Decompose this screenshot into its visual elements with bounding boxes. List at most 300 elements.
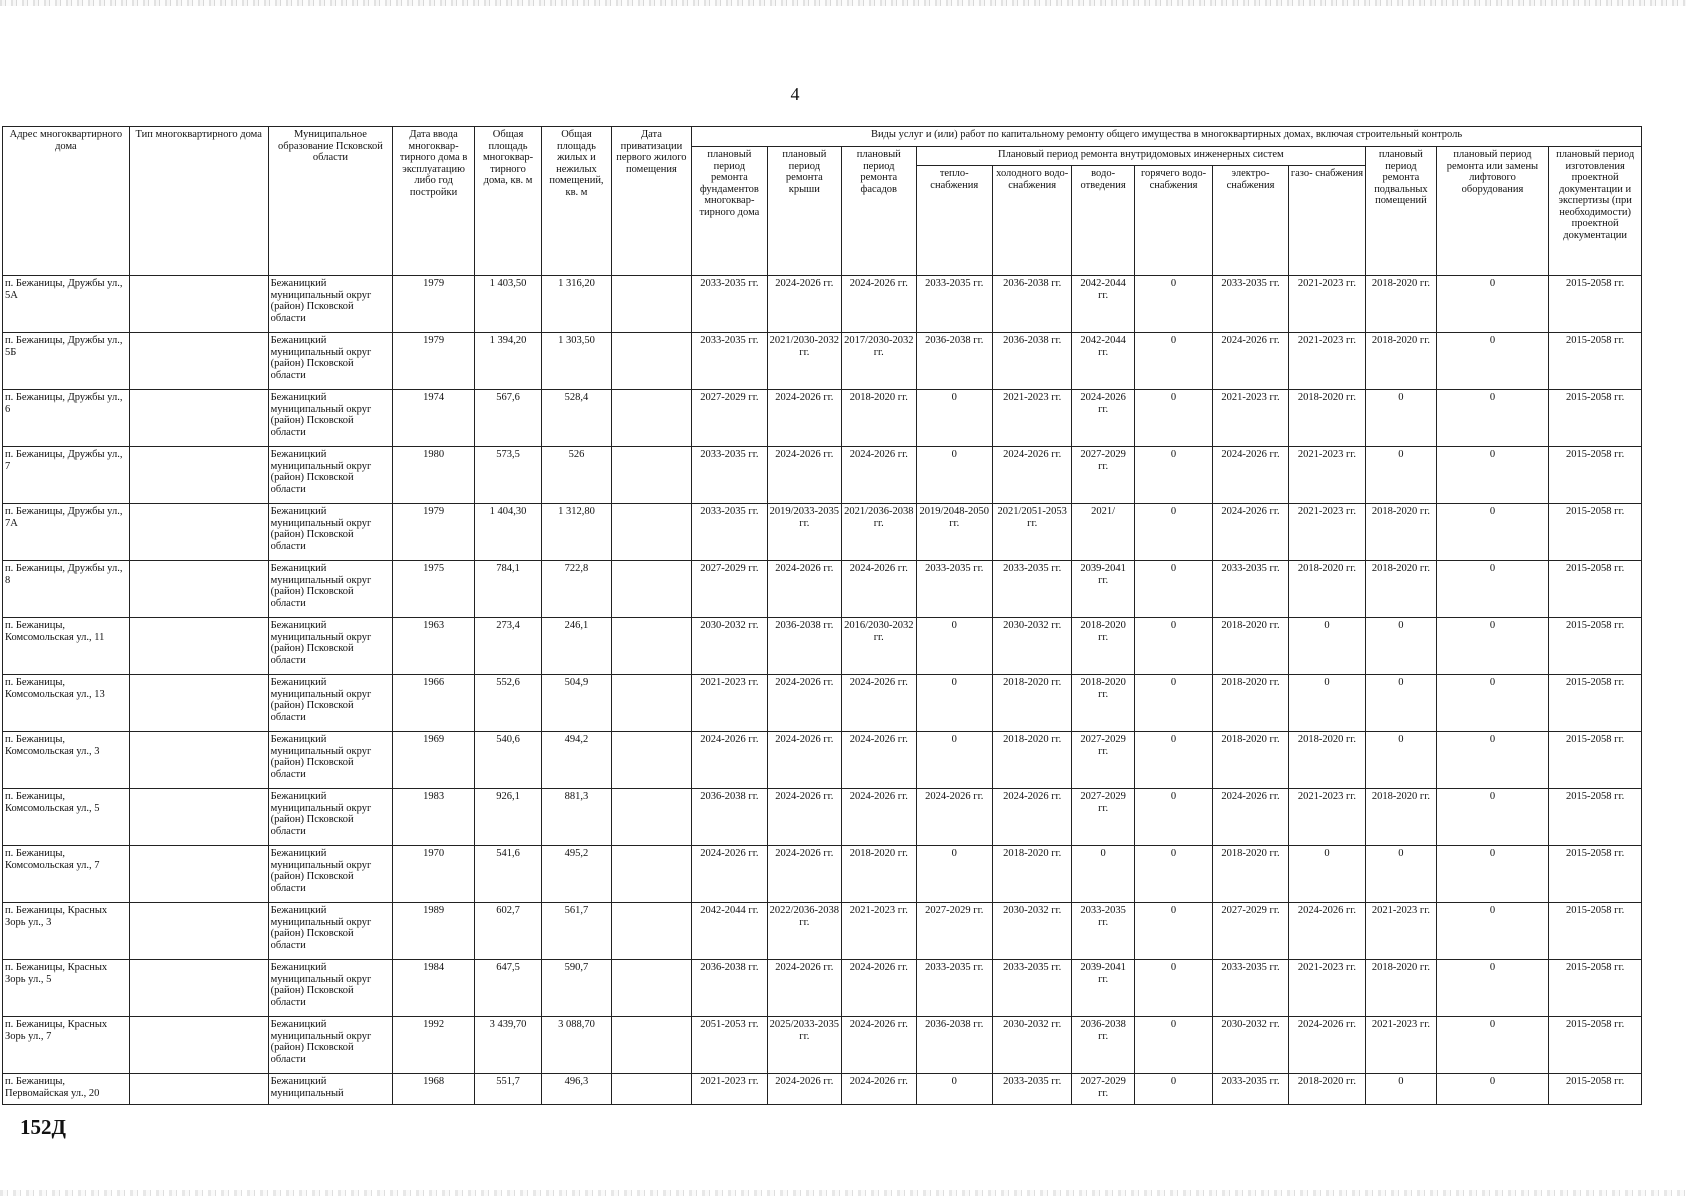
- cell-roof: 2024-2026 гг.: [767, 1074, 841, 1105]
- cell-living-area: 1 312,80: [542, 504, 611, 561]
- cell-cold-water: 2030-2032 гг.: [992, 903, 1071, 960]
- header-foundation: плановый период ремонта фундаментов многоквар- тирного дома: [692, 147, 767, 276]
- cell-design: 2015-2058 гг.: [1549, 732, 1642, 789]
- header-sewer: водо- отведения: [1072, 166, 1134, 276]
- cell-year: 1979: [393, 333, 474, 390]
- table-row: [3, 846, 1642, 903]
- cell-total-area: 567,6: [474, 390, 541, 447]
- cell-cold-water: 2033-2035 гг.: [992, 561, 1071, 618]
- cell-foundation: 2021-2023 гг.: [692, 1074, 767, 1105]
- cell-address: п. Бежаницы, Дружбы ул., 8: [3, 561, 130, 618]
- cell-elevator: 0: [1436, 960, 1549, 1017]
- cell-hot-water: 0: [1134, 333, 1212, 390]
- cell-electric: 2018-2020 гг.: [1213, 846, 1288, 903]
- cell-address: п. Бежаницы, Красных Зорь ул., 7: [3, 1017, 130, 1074]
- cell-type: [129, 333, 268, 390]
- cell-municipality: Бежаницкий муниципальный округ (район) Псковской области: [268, 276, 393, 333]
- header-heat: тепло- снабжения: [916, 166, 992, 276]
- cell-municipality: Бежаницкий муниципальный округ (район) Псковской области: [268, 789, 393, 846]
- table-row: [3, 732, 1642, 789]
- cell-privatization: [611, 276, 691, 333]
- cell-cold-water: 2024-2026 гг.: [992, 447, 1071, 504]
- cell-electric: 2033-2035 гг.: [1213, 561, 1288, 618]
- cell-cold-water: 2018-2020 гг.: [992, 732, 1071, 789]
- cell-electric: 2018-2020 гг.: [1213, 675, 1288, 732]
- cell-hot-water: 0: [1134, 846, 1212, 903]
- cell-privatization: [611, 618, 691, 675]
- cell-address: п. Бежаницы, Дружбы ул., 7: [3, 447, 130, 504]
- cell-living-area: 3 088,70: [542, 1017, 611, 1074]
- cell-design: 2015-2058 гг.: [1549, 447, 1642, 504]
- cell-sewer: 2024-2026 гг.: [1072, 390, 1134, 447]
- cell-municipality: Бежаницкий муниципальный округ (район) Псковской области: [268, 333, 393, 390]
- cell-elevator: 0: [1436, 276, 1549, 333]
- cell-electric: 2033-2035 гг.: [1213, 960, 1288, 1017]
- cell-address: п. Бежаницы, Красных Зорь ул., 5: [3, 960, 130, 1017]
- cell-gas: 2021-2023 гг.: [1288, 960, 1365, 1017]
- cell-type: [129, 675, 268, 732]
- cell-address: п. Бежаницы, Дружбы ул., 5А: [3, 276, 130, 333]
- cell-elevator: 0: [1436, 732, 1549, 789]
- cell-facade: 2024-2026 гг.: [842, 675, 916, 732]
- cell-roof: 2024-2026 гг.: [767, 789, 841, 846]
- header-elevator: плановый период ремонта или замены лифтового оборудования: [1436, 147, 1549, 276]
- cell-foundation: 2033-2035 гг.: [692, 333, 767, 390]
- cell-design: 2015-2058 гг.: [1549, 504, 1642, 561]
- cell-gas: 2024-2026 гг.: [1288, 1017, 1365, 1074]
- cell-basement: 0: [1366, 675, 1436, 732]
- cell-facade: 2024-2026 гг.: [842, 276, 916, 333]
- cell-basement: 0: [1366, 732, 1436, 789]
- cell-cold-water: 2021/2051-2053 гг.: [992, 504, 1071, 561]
- cell-heat: 2036-2038 гг.: [916, 1017, 992, 1074]
- header-living-area: Общая площадь жилых и нежилых помещений, кв. м: [542, 127, 611, 276]
- cell-municipality: Бежаницкий муниципальный округ (район) Псковской области: [268, 903, 393, 960]
- cell-facade: 2024-2026 гг.: [842, 789, 916, 846]
- cell-electric: 2018-2020 гг.: [1213, 618, 1288, 675]
- cell-municipality: Бежаницкий муниципальный: [268, 1074, 393, 1105]
- cell-heat: 2027-2029 гг.: [916, 903, 992, 960]
- cell-gas: 2021-2023 гг.: [1288, 333, 1365, 390]
- cell-privatization: [611, 561, 691, 618]
- cell-cold-water: 2033-2035 гг.: [992, 1074, 1071, 1105]
- cell-address: п. Бежаницы, Комсомольская ул., 3: [3, 732, 130, 789]
- cell-hot-water: 0: [1134, 276, 1212, 333]
- cell-gas: 2018-2020 гг.: [1288, 561, 1365, 618]
- cell-basement: 2021-2023 гг.: [1366, 1017, 1436, 1074]
- cell-foundation: 2036-2038 гг.: [692, 960, 767, 1017]
- cell-living-area: 496,3: [542, 1074, 611, 1105]
- cell-facade: 2024-2026 гг.: [842, 561, 916, 618]
- cell-total-area: 1 404,30: [474, 504, 541, 561]
- cell-privatization: [611, 960, 691, 1017]
- cell-living-area: 590,7: [542, 960, 611, 1017]
- cell-design: 2015-2058 гг.: [1549, 333, 1642, 390]
- cell-facade: 2021/2036-2038 гг.: [842, 504, 916, 561]
- cell-privatization: [611, 390, 691, 447]
- cell-heat: 0: [916, 618, 992, 675]
- cell-privatization: [611, 504, 691, 561]
- table-row: [3, 1074, 1642, 1105]
- cell-privatization: [611, 1017, 691, 1074]
- cell-year: 1992: [393, 1017, 474, 1074]
- cell-hot-water: 0: [1134, 447, 1212, 504]
- cell-total-area: 573,5: [474, 447, 541, 504]
- cell-type: [129, 903, 268, 960]
- cell-address: п. Бежаницы, Красных Зорь ул., 3: [3, 903, 130, 960]
- scan-edge-top: [0, 0, 1686, 6]
- cell-hot-water: 0: [1134, 789, 1212, 846]
- cell-living-area: 494,2: [542, 732, 611, 789]
- cell-design: 2015-2058 гг.: [1549, 846, 1642, 903]
- cell-type: [129, 1017, 268, 1074]
- cell-foundation: 2027-2029 гг.: [692, 561, 767, 618]
- table-row: [3, 675, 1642, 732]
- cell-elevator: 0: [1436, 903, 1549, 960]
- cell-roof: 2024-2026 гг.: [767, 561, 841, 618]
- table-row: [3, 903, 1642, 960]
- header-design: плановый период изготовления проектной документации и экспертизы (при необходимости) проектной документации: [1549, 147, 1642, 276]
- header-hot-water: горячего водо- снабжения: [1134, 166, 1212, 276]
- cell-municipality: Бежаницкий муниципальный округ (район) Псковской области: [268, 618, 393, 675]
- table-row: [3, 561, 1642, 618]
- cell-sewer: 2018-2020 гг.: [1072, 675, 1134, 732]
- cell-foundation: 2051-2053 гг.: [692, 1017, 767, 1074]
- cell-address: п. Бежаницы, Дружбы ул., 6: [3, 390, 130, 447]
- cell-basement: 0: [1366, 447, 1436, 504]
- table-row: [3, 504, 1642, 561]
- cell-living-area: 504,9: [542, 675, 611, 732]
- cell-design: 2015-2058 гг.: [1549, 1074, 1642, 1105]
- cell-gas: 2021-2023 гг.: [1288, 447, 1365, 504]
- cell-municipality: Бежаницкий муниципальный округ (район) Псковской области: [268, 390, 393, 447]
- cell-municipality: Бежаницкий муниципальный округ (район) Псковской области: [268, 675, 393, 732]
- cell-type: [129, 390, 268, 447]
- cell-facade: 2018-2020 гг.: [842, 390, 916, 447]
- cell-elevator: 0: [1436, 789, 1549, 846]
- cell-gas: 0: [1288, 846, 1365, 903]
- cell-heat: 2024-2026 гг.: [916, 789, 992, 846]
- cell-design: 2015-2058 гг.: [1549, 276, 1642, 333]
- cell-total-area: 551,7: [474, 1074, 541, 1105]
- cell-electric: 2027-2029 гг.: [1213, 903, 1288, 960]
- cell-basement: 0: [1366, 1074, 1436, 1105]
- cell-electric: 2018-2020 гг.: [1213, 732, 1288, 789]
- cell-heat: 0: [916, 1074, 992, 1105]
- cell-basement: 2018-2020 гг.: [1366, 960, 1436, 1017]
- cell-elevator: 0: [1436, 846, 1549, 903]
- cell-year: 1980: [393, 447, 474, 504]
- cell-electric: 2021-2023 гг.: [1213, 390, 1288, 447]
- header-type: Тип многоквартирного дома: [129, 127, 268, 276]
- cell-foundation: 2033-2035 гг.: [692, 504, 767, 561]
- cell-foundation: 2027-2029 гг.: [692, 390, 767, 447]
- cell-facade: 2024-2026 гг.: [842, 960, 916, 1017]
- cell-foundation: 2033-2035 гг.: [692, 276, 767, 333]
- cell-living-area: 246,1: [542, 618, 611, 675]
- cell-facade: 2018-2020 гг.: [842, 846, 916, 903]
- cell-cold-water: 2030-2032 гг.: [992, 1017, 1071, 1074]
- cell-year: 1989: [393, 903, 474, 960]
- cell-privatization: [611, 732, 691, 789]
- header-privatization: Дата приватизации первого жилого помещения: [611, 127, 691, 276]
- table-body: [3, 276, 1642, 1105]
- cell-total-area: 926,1: [474, 789, 541, 846]
- cell-cold-water: 2033-2035 гг.: [992, 960, 1071, 1017]
- cell-facade: 2016/2030-2032 гг.: [842, 618, 916, 675]
- cell-total-area: 647,5: [474, 960, 541, 1017]
- cell-type: [129, 846, 268, 903]
- cell-type: [129, 504, 268, 561]
- document-code: 152Д: [20, 1115, 66, 1139]
- cell-year: 1984: [393, 960, 474, 1017]
- cell-total-area: 784,1: [474, 561, 541, 618]
- cell-type: [129, 618, 268, 675]
- cell-heat: 0: [916, 447, 992, 504]
- cell-cold-water: 2021-2023 гг.: [992, 390, 1071, 447]
- table-row: [3, 276, 1642, 333]
- cell-design: 2015-2058 гг.: [1549, 1017, 1642, 1074]
- cell-elevator: 0: [1436, 390, 1549, 447]
- cell-heat: 2036-2038 гг.: [916, 333, 992, 390]
- cell-living-area: 1 316,20: [542, 276, 611, 333]
- cell-heat: 0: [916, 732, 992, 789]
- header-cold-water: холодного водо- снабжения: [992, 166, 1071, 276]
- table-row: [3, 390, 1642, 447]
- cell-sewer: 2036-2038 гг.: [1072, 1017, 1134, 1074]
- cell-foundation: 2024-2026 гг.: [692, 846, 767, 903]
- cell-living-area: 495,2: [542, 846, 611, 903]
- cell-heat: 0: [916, 675, 992, 732]
- cell-address: п. Бежаницы, Комсомольская ул., 5: [3, 789, 130, 846]
- cell-address: п. Бежаницы, Комсомольская ул., 11: [3, 618, 130, 675]
- cell-foundation: 2033-2035 гг.: [692, 447, 767, 504]
- cell-municipality: Бежаницкий муниципальный округ (район) Псковской области: [268, 561, 393, 618]
- cell-year: 1979: [393, 276, 474, 333]
- cell-cold-water: 2018-2020 гг.: [992, 846, 1071, 903]
- cell-elevator: 0: [1436, 1017, 1549, 1074]
- cell-electric: 2030-2032 гг.: [1213, 1017, 1288, 1074]
- cell-year: 1975: [393, 561, 474, 618]
- table-row: [3, 789, 1642, 846]
- cell-basement: 2018-2020 гг.: [1366, 504, 1436, 561]
- cell-hot-water: 0: [1134, 1074, 1212, 1105]
- cell-cold-water: 2018-2020 гг.: [992, 675, 1071, 732]
- cell-address: п. Бежаницы, Дружбы ул., 7А: [3, 504, 130, 561]
- cell-privatization: [611, 846, 691, 903]
- cell-basement: 2018-2020 гг.: [1366, 789, 1436, 846]
- cell-privatization: [611, 903, 691, 960]
- cell-year: 1983: [393, 789, 474, 846]
- cell-hot-water: 0: [1134, 1017, 1212, 1074]
- cell-type: [129, 447, 268, 504]
- cell-design: 2015-2058 гг.: [1549, 618, 1642, 675]
- cell-hot-water: 0: [1134, 618, 1212, 675]
- cell-sewer: 2027-2029 гг.: [1072, 1074, 1134, 1105]
- cell-basement: 2018-2020 гг.: [1366, 333, 1436, 390]
- cell-sewer: 2039-2041 гг.: [1072, 960, 1134, 1017]
- cell-electric: 2024-2026 гг.: [1213, 504, 1288, 561]
- cell-total-area: 273,4: [474, 618, 541, 675]
- cell-sewer: 2033-2035 гг.: [1072, 903, 1134, 960]
- cell-total-area: 602,7: [474, 903, 541, 960]
- cell-municipality: Бежаницкий муниципальный округ (район) Псковской области: [268, 960, 393, 1017]
- cell-elevator: 0: [1436, 618, 1549, 675]
- cell-sewer: 2042-2044 гг.: [1072, 333, 1134, 390]
- cell-hot-water: 0: [1134, 675, 1212, 732]
- cell-roof: 2021/2030-2032 гг.: [767, 333, 841, 390]
- header-basement: плановый период ремонта подвальных помещений: [1366, 147, 1436, 276]
- cell-sewer: 2027-2029 гг.: [1072, 732, 1134, 789]
- cell-year: 1974: [393, 390, 474, 447]
- cell-facade: 2024-2026 гг.: [842, 1017, 916, 1074]
- cell-elevator: 0: [1436, 1074, 1549, 1105]
- cell-sewer: 0: [1072, 846, 1134, 903]
- cell-roof: 2024-2026 гг.: [767, 675, 841, 732]
- cell-municipality: Бежаницкий муниципальный округ (район) Псковской области: [268, 1017, 393, 1074]
- cell-elevator: 0: [1436, 675, 1549, 732]
- cell-roof: 2024-2026 гг.: [767, 732, 841, 789]
- cell-sewer: 2027-2029 гг.: [1072, 447, 1134, 504]
- cell-living-area: 881,3: [542, 789, 611, 846]
- header-electric: электро- снабжения: [1213, 166, 1288, 276]
- cell-type: [129, 561, 268, 618]
- cell-municipality: Бежаницкий муниципальный округ (район) Псковской области: [268, 504, 393, 561]
- cell-gas: 0: [1288, 618, 1365, 675]
- cell-gas: 2024-2026 гг.: [1288, 903, 1365, 960]
- cell-sewer: 2039-2041 гг.: [1072, 561, 1134, 618]
- cell-living-area: 526: [542, 447, 611, 504]
- cell-total-area: 540,6: [474, 732, 541, 789]
- cell-cold-water: 2030-2032 гг.: [992, 618, 1071, 675]
- header-address: Адрес многоквартирного дома: [3, 127, 130, 276]
- cell-hot-water: 0: [1134, 732, 1212, 789]
- cell-gas: 2021-2023 гг.: [1288, 276, 1365, 333]
- cell-facade: 2021-2023 гг.: [842, 903, 916, 960]
- cell-year: 1970: [393, 846, 474, 903]
- cell-electric: 2024-2026 гг.: [1213, 447, 1288, 504]
- cell-gas: 2018-2020 гг.: [1288, 390, 1365, 447]
- cell-design: 2015-2058 гг.: [1549, 903, 1642, 960]
- cell-electric: 2024-2026 гг.: [1213, 333, 1288, 390]
- cell-cold-water: 2036-2038 гг.: [992, 333, 1071, 390]
- cell-type: [129, 276, 268, 333]
- cell-facade: 2024-2026 гг.: [842, 1074, 916, 1105]
- cell-sewer: 2018-2020 гг.: [1072, 618, 1134, 675]
- cell-foundation: 2042-2044 гг.: [692, 903, 767, 960]
- cell-gas: 2021-2023 гг.: [1288, 504, 1365, 561]
- cell-hot-water: 0: [1134, 561, 1212, 618]
- cell-elevator: 0: [1436, 333, 1549, 390]
- cell-elevator: 0: [1436, 561, 1549, 618]
- header-roof: плановый период ремонта крыши: [767, 147, 841, 276]
- cell-year: 1969: [393, 732, 474, 789]
- cell-roof: 2024-2026 гг.: [767, 390, 841, 447]
- cell-type: [129, 960, 268, 1017]
- cell-hot-water: 0: [1134, 504, 1212, 561]
- cell-electric: 2033-2035 гг.: [1213, 1074, 1288, 1105]
- cell-basement: 2018-2020 гг.: [1366, 561, 1436, 618]
- cell-roof: 2024-2026 гг.: [767, 447, 841, 504]
- table-row: [3, 960, 1642, 1017]
- cell-total-area: 1 394,20: [474, 333, 541, 390]
- header-systems-group: Плановый период ремонта внутридомовых инженерных систем: [916, 147, 1366, 166]
- header-works-group: Виды услуг и (или) работ по капитальному ремонту общего имущества в многоквартирных домах, включая строительный контроль: [692, 127, 1642, 147]
- cell-type: [129, 732, 268, 789]
- cell-hot-water: 0: [1134, 903, 1212, 960]
- cell-heat: 2019/2048-2050 гг.: [916, 504, 992, 561]
- cell-privatization: [611, 447, 691, 504]
- cell-design: 2015-2058 гг.: [1549, 561, 1642, 618]
- table-row: [3, 1017, 1642, 1074]
- cell-year: 1963: [393, 618, 474, 675]
- cell-total-area: 552,6: [474, 675, 541, 732]
- cell-cold-water: 2024-2026 гг.: [992, 789, 1071, 846]
- cell-year: 1966: [393, 675, 474, 732]
- cell-roof: 2024-2026 гг.: [767, 960, 841, 1017]
- cell-sewer: 2021/: [1072, 504, 1134, 561]
- cell-design: 2015-2058 гг.: [1549, 390, 1642, 447]
- cell-roof: 2019/2033-2035 гг.: [767, 504, 841, 561]
- cell-privatization: [611, 789, 691, 846]
- cell-hot-water: 0: [1134, 960, 1212, 1017]
- table-row: [3, 333, 1642, 390]
- cell-roof: 2024-2026 гг.: [767, 276, 841, 333]
- cell-type: [129, 789, 268, 846]
- cell-foundation: 2036-2038 гг.: [692, 789, 767, 846]
- cell-heat: 2033-2035 гг.: [916, 561, 992, 618]
- cell-facade: 2017/2030-2032 гг.: [842, 333, 916, 390]
- cell-basement: 0: [1366, 846, 1436, 903]
- cell-elevator: 0: [1436, 447, 1549, 504]
- table-header: [3, 127, 1642, 276]
- cell-roof: 2022/2036-2038 гг.: [767, 903, 841, 960]
- cell-foundation: 2021-2023 гг.: [692, 675, 767, 732]
- table-row: [3, 618, 1642, 675]
- cell-living-area: 561,7: [542, 903, 611, 960]
- cell-heat: 2033-2035 гг.: [916, 960, 992, 1017]
- cell-design: 2015-2058 гг.: [1549, 960, 1642, 1017]
- cell-elevator: 0: [1436, 504, 1549, 561]
- page-number: 4: [790, 84, 800, 104]
- cell-facade: 2024-2026 гг.: [842, 447, 916, 504]
- cell-gas: 2018-2020 гг.: [1288, 1074, 1365, 1105]
- header-facade: плановый период ремонта фасадов: [842, 147, 916, 276]
- cell-roof: 2036-2038 гг.: [767, 618, 841, 675]
- cell-foundation: 2030-2032 гг.: [692, 618, 767, 675]
- cell-address: п. Бежаницы, Комсомольская ул., 13: [3, 675, 130, 732]
- scan-edge-bottom: [0, 1190, 1686, 1196]
- cell-year: 1979: [393, 504, 474, 561]
- cell-sewer: 2042-2044 гг.: [1072, 276, 1134, 333]
- cell-municipality: Бежаницкий муниципальный округ (район) Псковской области: [268, 846, 393, 903]
- cell-basement: 2021-2023 гг.: [1366, 903, 1436, 960]
- cell-heat: 2033-2035 гг.: [916, 276, 992, 333]
- cell-living-area: 1 303,50: [542, 333, 611, 390]
- cell-total-area: 1 403,50: [474, 276, 541, 333]
- cell-basement: 2018-2020 гг.: [1366, 276, 1436, 333]
- header-commissioning: Дата ввода многоквар- тирного дома в эксплуатацию либо год постройки: [393, 127, 474, 276]
- cell-design: 2015-2058 гг.: [1549, 675, 1642, 732]
- cell-foundation: 2024-2026 гг.: [692, 732, 767, 789]
- cell-privatization: [611, 1074, 691, 1105]
- cell-gas: 2018-2020 гг.: [1288, 732, 1365, 789]
- cell-heat: 0: [916, 846, 992, 903]
- cell-roof: 2025/2033-2035 гг.: [767, 1017, 841, 1074]
- cell-type: [129, 1074, 268, 1105]
- cell-year: 1968: [393, 1074, 474, 1105]
- capital-repair-table: [2, 126, 1642, 1105]
